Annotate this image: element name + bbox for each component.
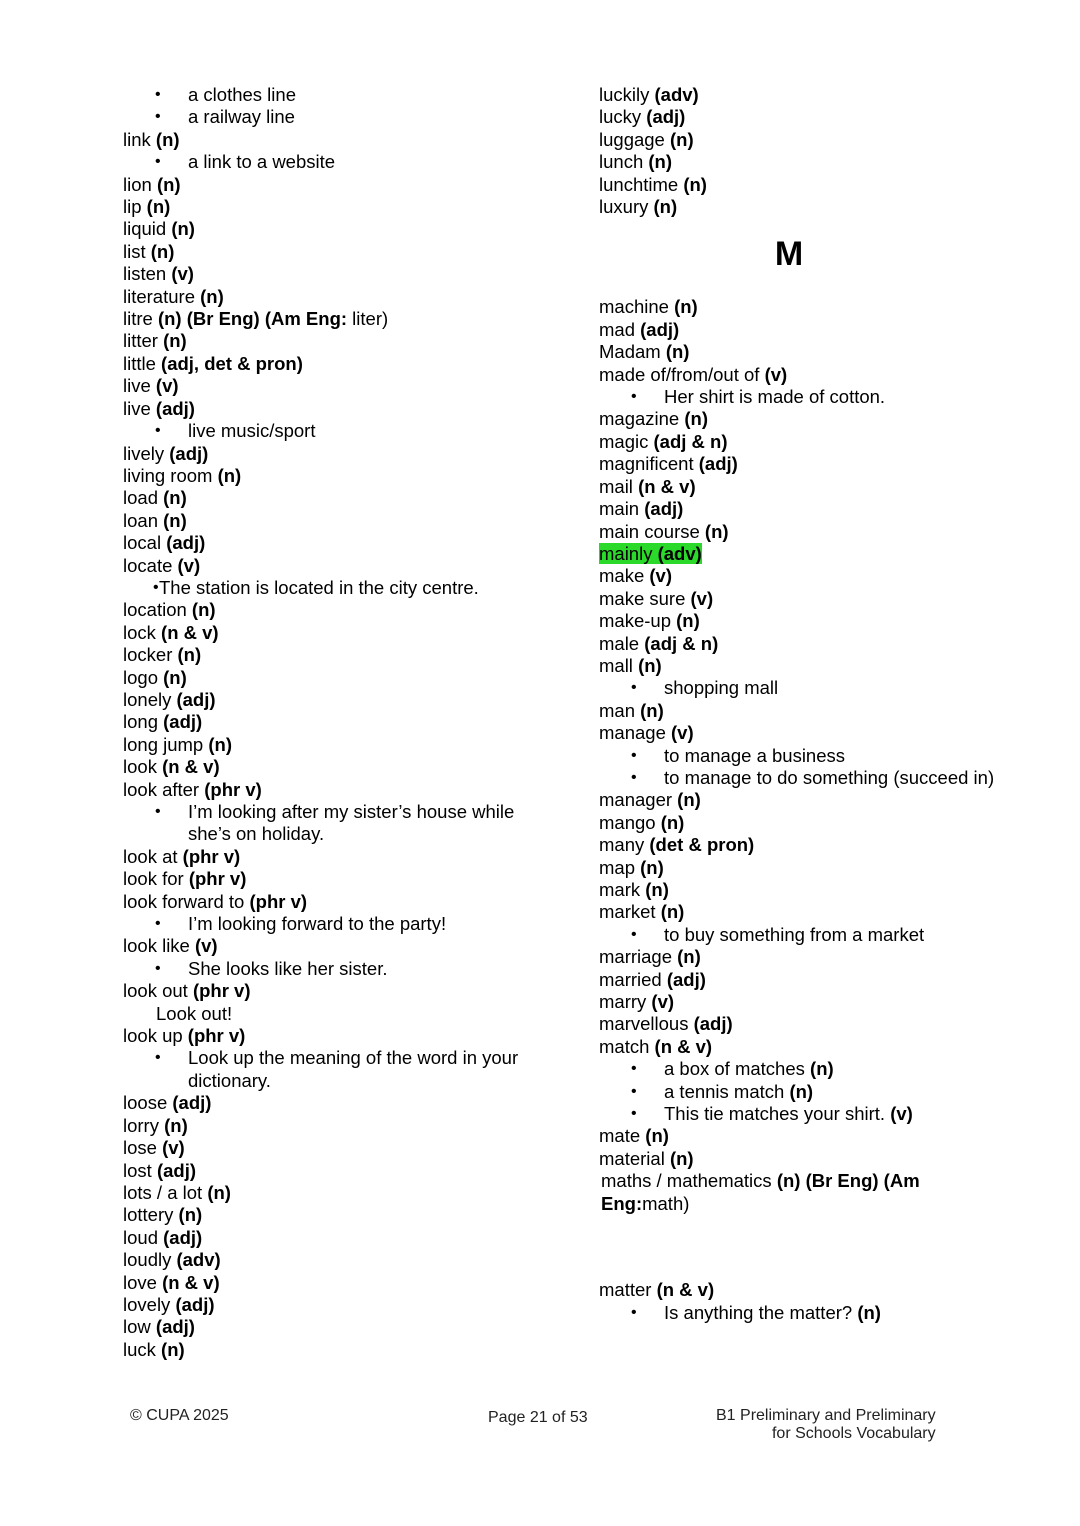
entry-word: map xyxy=(599,856,641,878)
example-bullet: • Look up the meaning of the word in your dictionary. xyxy=(123,1047,543,1092)
vocab-entry xyxy=(599,969,999,991)
entry-word: magnificent xyxy=(599,453,699,475)
entry-part-of-speech: (v) xyxy=(651,991,675,1013)
vocab-entry xyxy=(599,319,999,341)
vocab-entry xyxy=(599,476,999,498)
vocab-entry xyxy=(123,555,543,577)
vocab-entry xyxy=(599,106,999,128)
vocab-entry xyxy=(123,891,543,913)
entry-part-of-speech: (adj) xyxy=(163,711,203,733)
entry-part-of-speech: (n) xyxy=(645,879,669,900)
entry-word: loud xyxy=(123,1226,164,1248)
entry-part-of-speech: (n & v) xyxy=(656,1279,715,1301)
vocab-entry xyxy=(599,364,999,386)
entry-part-of-speech: (n) xyxy=(645,1125,669,1147)
entry-word: match xyxy=(599,1035,655,1057)
entry-word: luxury xyxy=(599,196,654,218)
entry-part-of-speech: (n & v) xyxy=(654,1035,713,1057)
vocab-entry xyxy=(123,980,543,1002)
entry-part-of-speech: (n) xyxy=(163,666,187,688)
entry-part-of-speech: (v) xyxy=(671,722,694,744)
entry-part-of-speech: (adj) xyxy=(155,1316,195,1338)
vocab-entry xyxy=(123,1272,543,1294)
vocab-entry xyxy=(123,689,543,711)
example-bullet: • I’m looking forward to the party! xyxy=(123,913,543,935)
vocab-entry xyxy=(123,1092,543,1114)
entry-part-of-speech: (adv) xyxy=(654,84,699,105)
entry-note: liter) xyxy=(347,308,389,330)
entry-word: magazine xyxy=(599,408,685,430)
vocab-entry xyxy=(599,722,999,744)
entry-word: loudly xyxy=(123,1249,177,1271)
vocab-entry xyxy=(123,1115,543,1137)
vocab-entry xyxy=(123,734,543,756)
example-bullet xyxy=(599,1103,999,1125)
entry-part-of-speech: (n) xyxy=(704,520,729,542)
example-bullet: • a clothes line xyxy=(123,84,543,106)
vocab-entry xyxy=(123,1294,543,1316)
right-column xyxy=(599,84,999,1324)
vocab-entry xyxy=(123,711,543,733)
vocab-entry xyxy=(123,510,543,532)
entry-word: look out xyxy=(123,980,193,1002)
vocab-entry xyxy=(599,565,999,587)
entry-part-of-speech: (phr v) xyxy=(192,980,251,1002)
entry-part-of-speech: (n & v) xyxy=(162,1271,220,1293)
entry-part-of-speech: (adj) xyxy=(698,453,738,475)
vocab-entry xyxy=(123,779,543,801)
vocab-entry xyxy=(599,341,999,363)
entry-word: litre xyxy=(123,308,158,330)
example-text: Is anything the matter? xyxy=(664,1301,858,1323)
entry-part-of-speech: (n) (Br Eng) (Am Eng: xyxy=(157,308,348,330)
vocab-entry xyxy=(123,487,543,509)
entry-word: lorry xyxy=(123,1114,165,1136)
vocab-entry xyxy=(599,174,999,196)
entry-part-of-speech: (adj) xyxy=(156,1159,196,1181)
entry-word: long jump xyxy=(123,733,209,755)
example-bullet xyxy=(599,1081,999,1103)
entry-part-of-speech: (adj) xyxy=(644,498,684,520)
entry-word: look like xyxy=(123,935,195,957)
example-text: a tennis match xyxy=(664,1080,790,1102)
vocab-entry xyxy=(123,1182,543,1204)
entry-word: main xyxy=(599,498,645,520)
entry-part-of-speech: (n) xyxy=(177,644,202,666)
entry-part-of-speech: (adj) xyxy=(172,1092,212,1114)
example-part-of-speech: (n) xyxy=(857,1301,881,1323)
entry-part-of-speech: (adj & n) xyxy=(644,632,719,654)
entry-part-of-speech: (n) xyxy=(150,240,175,262)
entry-word: Madam xyxy=(599,341,666,363)
vocab-entry xyxy=(599,633,999,655)
entry-part-of-speech: (v) xyxy=(649,565,673,587)
entry-part-of-speech: (n) xyxy=(669,1147,694,1169)
vocab-entry xyxy=(599,1279,999,1301)
vocab-entry xyxy=(123,532,543,554)
example-bullet: • shopping mall xyxy=(599,677,999,699)
entry-part-of-speech: (v) xyxy=(764,363,788,385)
entry-word: many xyxy=(599,834,650,856)
vocab-entry xyxy=(123,644,543,666)
example-bullet: • Her shirt is made of cotton. xyxy=(599,386,999,408)
entry-part-of-speech: (adj & n) xyxy=(653,430,728,452)
vocab-entry xyxy=(123,241,543,263)
vocab-entry xyxy=(123,622,543,644)
entry-part-of-speech: (n) xyxy=(677,946,701,968)
entry-part-of-speech: (v) xyxy=(690,587,714,609)
l-entries-continued xyxy=(599,84,999,218)
entry-part-of-speech: (n) xyxy=(674,296,698,318)
example-bullet: • to buy something from a market xyxy=(599,924,999,946)
vocab-entry xyxy=(599,151,999,173)
m-entries xyxy=(599,296,999,1215)
entry-word: loan xyxy=(123,509,164,531)
vocab-entry xyxy=(599,879,999,901)
vocab-entry xyxy=(123,1227,543,1249)
entry-word: luck xyxy=(123,1338,162,1360)
vocab-entry xyxy=(599,408,999,430)
entry-part-of-speech: (adj) xyxy=(666,968,706,990)
vocab-entry xyxy=(599,431,999,453)
entry-word: live xyxy=(123,375,156,397)
entry-part-of-speech: (n & v) xyxy=(162,756,220,778)
entry-word: long xyxy=(123,711,164,733)
vocab-entry xyxy=(123,196,543,218)
entry-part-of-speech: (n) xyxy=(161,1338,185,1360)
entry-part-of-speech: (phr v) xyxy=(204,778,262,800)
entry-word: lucky xyxy=(599,106,647,128)
entry-word: material xyxy=(599,1147,670,1169)
vocab-entry xyxy=(123,353,543,375)
entry-word: make xyxy=(599,565,650,587)
vocab-entry xyxy=(599,946,999,968)
vocab-entry xyxy=(599,296,999,318)
entry-word: man xyxy=(599,699,641,721)
entry-word: load xyxy=(123,487,164,509)
vocab-entry xyxy=(599,1013,999,1035)
left-column xyxy=(123,84,543,1361)
entry-part-of-speech: (phr v) xyxy=(188,868,247,890)
entry-word: loose xyxy=(123,1092,173,1114)
entry-word: manager xyxy=(599,789,678,811)
m-entries-continued xyxy=(599,1279,999,1324)
vocab-entry xyxy=(599,789,999,811)
entry-word: lottery xyxy=(123,1204,179,1226)
vocab-entry xyxy=(599,588,999,610)
entry-part-of-speech: (adj) xyxy=(155,397,195,419)
entry-word: local xyxy=(123,532,167,554)
vocab-entry xyxy=(599,610,999,632)
entry-word: link xyxy=(123,128,156,150)
entry-part-of-speech: (n) xyxy=(156,173,181,195)
entry-word: look xyxy=(123,756,163,778)
page-number: Page 21 of 53 xyxy=(488,1409,588,1426)
entry-word: lunchtime xyxy=(599,173,684,195)
vocab-entry xyxy=(123,667,543,689)
vocab-entry xyxy=(123,286,543,308)
vocab-entry xyxy=(123,599,543,621)
vocab-entry xyxy=(123,1339,543,1361)
entry-part-of-speech: (v) xyxy=(194,935,218,957)
vocab-entry xyxy=(123,1316,543,1338)
entry-part-of-speech: (n & v) xyxy=(161,621,219,643)
vocab-entry xyxy=(123,174,543,196)
entry-part-of-speech: (n) xyxy=(155,128,180,150)
entry-word: love xyxy=(123,1271,163,1293)
entry-word: locker xyxy=(123,644,178,666)
entry-word: lively xyxy=(123,442,170,464)
example-bullet xyxy=(599,1302,999,1324)
entry-part-of-speech: (adj) xyxy=(163,1226,203,1248)
entry-part-of-speech: (n) xyxy=(677,789,701,811)
example-bullet: • I’m looking after my sister’s house while she’s on holiday. xyxy=(123,801,543,846)
entry-part-of-speech: (n) xyxy=(684,408,708,430)
entry-word: marry xyxy=(599,991,652,1013)
entry-word: make-up xyxy=(599,610,677,632)
entry-word: market xyxy=(599,901,661,923)
entry-word: maths / mathematics xyxy=(601,1170,777,1192)
entry-word: mark xyxy=(599,879,646,900)
vocab-entry xyxy=(123,1025,543,1047)
vocab-entry xyxy=(123,756,543,778)
entry-word: look after xyxy=(123,778,205,800)
vocab-entry xyxy=(123,868,543,890)
entry-word: living room xyxy=(123,464,218,486)
vocab-entry xyxy=(123,846,543,868)
section-letter: M xyxy=(774,235,804,274)
vocab-entry xyxy=(599,1125,999,1147)
vocab-entry xyxy=(599,1170,999,1215)
entry-word: made of/from/out of xyxy=(599,363,765,385)
entry-part-of-speech: (phr v) xyxy=(249,890,308,912)
entry-part-of-speech: (n) xyxy=(171,218,195,240)
entry-word: mail xyxy=(599,475,639,497)
entry-part-of-speech: (adj) xyxy=(640,318,680,340)
entry-word: mad xyxy=(599,318,641,340)
example-part-of-speech: (v) xyxy=(890,1103,913,1125)
entry-word: machine xyxy=(599,296,675,318)
entry-part-of-speech: (n) xyxy=(200,285,224,307)
entry-part-of-speech: (phr v) xyxy=(187,1025,246,1047)
entry-word: lunch xyxy=(599,151,649,173)
entry-word: literature xyxy=(123,285,201,307)
vocab-entry xyxy=(599,1036,999,1058)
entry-part-of-speech: (n) xyxy=(676,610,700,632)
entry-part-of-speech: (adv) xyxy=(176,1249,221,1271)
vocab-entry xyxy=(599,834,999,856)
vocab-entry xyxy=(599,700,999,722)
entry-part-of-speech: (n) xyxy=(178,1204,203,1226)
entry-word: lovely xyxy=(123,1293,176,1315)
document-title-line1: B1 Preliminary and Preliminary xyxy=(716,1407,936,1424)
example-bullet: • The station is located in the city centre. xyxy=(123,577,543,599)
vocab-entry xyxy=(123,1137,543,1159)
entry-word: mate xyxy=(599,1125,646,1147)
vocab-entry xyxy=(123,330,543,352)
entry-part-of-speech: (adj) xyxy=(166,532,206,554)
entry-part-of-speech: (n) xyxy=(653,196,678,218)
entry-part-of-speech: (n) xyxy=(640,856,664,878)
entry-word: luggage xyxy=(599,128,670,150)
highlighted-entry xyxy=(599,543,702,564)
entry-word: luckily xyxy=(599,84,655,105)
entry-part-of-speech: (n) xyxy=(163,487,187,509)
example-bullet: • to manage to do something (succeed in) xyxy=(599,767,999,789)
entry-word: location xyxy=(123,599,192,621)
vocab-entry xyxy=(123,218,543,240)
entry-word: manage xyxy=(599,722,671,744)
entry-part-of-speech: (v) xyxy=(162,1137,185,1159)
entry-word: listen xyxy=(123,263,172,285)
entry-part-of-speech: (n) xyxy=(648,151,672,173)
entry-part-of-speech: (n) xyxy=(207,1181,231,1203)
entry-word: magic xyxy=(599,430,654,452)
vocab-entry xyxy=(599,901,999,923)
entry-part-of-speech: (n) xyxy=(660,901,685,923)
entry-word: live xyxy=(123,397,156,419)
vocab-entry xyxy=(599,543,999,565)
entry-word: little xyxy=(123,352,162,374)
vocab-entry xyxy=(599,655,999,677)
vocab-entry xyxy=(599,453,999,475)
entry-part-of-speech: (n) xyxy=(669,128,694,150)
entry-word: litter xyxy=(123,330,164,352)
entry-part-of-speech: (v) xyxy=(171,263,194,285)
vocab-entry xyxy=(599,196,999,218)
entry-part-of-speech: (n) (Br Eng) (Am Eng: xyxy=(601,1170,920,1214)
entry-word: list xyxy=(123,240,151,262)
example-part-of-speech: (n) xyxy=(810,1058,834,1080)
entry-part-of-speech: (v) xyxy=(177,554,201,576)
vocab-entry xyxy=(599,129,999,151)
entry-part-of-speech: (n) xyxy=(640,699,664,721)
entry-part-of-speech: (n) xyxy=(146,196,171,218)
entry-word: lonely xyxy=(123,688,177,710)
entry-word: mango xyxy=(599,811,661,833)
document-title-line2: for Schools Vocabulary xyxy=(771,1425,936,1442)
entry-word: marriage xyxy=(599,946,678,968)
vocab-entry xyxy=(123,129,543,151)
vocab-entry xyxy=(123,465,543,487)
entry-word: look forward to xyxy=(123,890,250,912)
vocab-entry xyxy=(123,1249,543,1271)
entry-word: main course xyxy=(599,520,705,542)
example-bullet: • She looks like her sister. xyxy=(123,958,543,980)
spacer xyxy=(599,1215,999,1279)
entry-word: low xyxy=(123,1316,156,1338)
entry-word: lots / a lot xyxy=(123,1181,208,1203)
vocab-entry xyxy=(123,1160,543,1182)
entry-part-of-speech: (v) xyxy=(155,375,179,397)
vocab-entry xyxy=(599,498,999,520)
vocab-entry xyxy=(123,935,543,957)
example-bullet: • a link to a website xyxy=(123,151,543,173)
entry-part-of-speech: (n & v) xyxy=(638,475,696,497)
entry-part-of-speech: (phr v) xyxy=(182,845,241,867)
vocab-entry xyxy=(599,521,999,543)
example-bullet xyxy=(599,1058,999,1080)
vocab-entry xyxy=(599,812,999,834)
vocab-entry xyxy=(599,1148,999,1170)
entry-word: make sure xyxy=(599,587,691,609)
entry-part-of-speech: (adj) xyxy=(646,106,686,128)
example-text: Look out! xyxy=(156,1002,233,1024)
entry-word: look up xyxy=(123,1025,188,1047)
entry-part-of-speech: (n) xyxy=(163,330,187,352)
entry-part-of-speech: (adj, det & pron) xyxy=(161,352,303,374)
entry-part-of-speech: (n) xyxy=(660,811,685,833)
copyright-text: © CUPA 2025 xyxy=(130,1407,229,1424)
entry-word: lock xyxy=(123,621,162,643)
vocab-entry xyxy=(599,857,999,879)
entry-note: math) xyxy=(642,1192,690,1214)
vocab-entry xyxy=(123,1204,543,1226)
entry-part-of-speech: (n) xyxy=(217,464,242,486)
entry-part-of-speech: (adj) xyxy=(176,688,216,710)
entry-part-of-speech: (adj) xyxy=(169,442,209,464)
entry-word: mainly xyxy=(599,542,658,564)
vocab-entry xyxy=(599,991,999,1013)
entry-part-of-speech: (det & pron) xyxy=(649,834,755,856)
document-title xyxy=(716,1407,936,1443)
entry-word: liquid xyxy=(123,218,172,240)
entry-part-of-speech: (n) xyxy=(638,654,662,676)
entry-word: lip xyxy=(123,196,147,218)
example-part-of-speech: (n) xyxy=(789,1080,814,1102)
entry-part-of-speech: (n) xyxy=(191,599,216,621)
entry-part-of-speech: (n) xyxy=(208,733,232,755)
entry-word: married xyxy=(599,968,667,990)
vocab-entry xyxy=(123,263,543,285)
entry-part-of-speech: (n) xyxy=(665,341,690,363)
entry-word: matter xyxy=(599,1279,657,1301)
entry-part-of-speech: (n) xyxy=(164,1114,188,1136)
entry-part-of-speech: (n) xyxy=(683,173,707,195)
vocab-entry xyxy=(123,443,543,465)
example-bullet: • to manage a business xyxy=(599,745,999,767)
example-bullet: • a railway line xyxy=(123,106,543,128)
entry-part-of-speech: (adj) xyxy=(175,1293,215,1315)
entry-word: logo xyxy=(123,666,164,688)
entry-part-of-speech: (adv) xyxy=(657,542,702,564)
vocab-entry xyxy=(123,308,543,330)
entry-part-of-speech: (n) xyxy=(163,509,187,531)
entry-word: lose xyxy=(123,1137,163,1159)
entry-word: male xyxy=(599,632,645,654)
entry-part-of-speech: (adj) xyxy=(693,1013,733,1035)
example-text: This tie matches your shirt. xyxy=(664,1103,891,1125)
example-text: a box of matches xyxy=(664,1058,811,1080)
entry-word: look at xyxy=(123,845,183,867)
entry-word: mall xyxy=(599,654,639,676)
vocab-entry xyxy=(123,398,543,420)
entry-word: locate xyxy=(123,554,178,576)
entry-word: lost xyxy=(123,1159,157,1181)
vocab-entry xyxy=(599,84,999,106)
vocab-entry xyxy=(123,375,543,397)
example-bullet: • live music/sport xyxy=(123,420,543,442)
entry-word: look for xyxy=(123,868,189,890)
entry-word: marvellous xyxy=(599,1013,694,1035)
entry-word: lion xyxy=(123,173,157,195)
